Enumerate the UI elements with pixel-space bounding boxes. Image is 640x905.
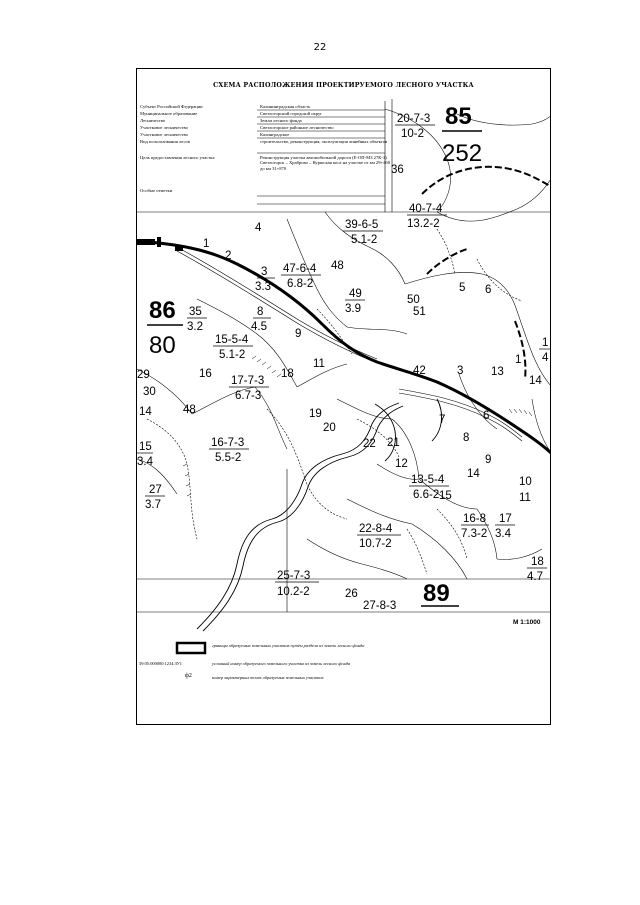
info-label: Субъект Российской Федерации <box>140 104 203 109</box>
compartment-number: 30 <box>143 386 156 398</box>
plot-labels <box>137 266 551 583</box>
svg-text:15: 15 <box>139 441 152 453</box>
compartment-number: 2 <box>225 250 232 262</box>
compartment-number: 48 <box>331 260 344 272</box>
svg-text:3.4: 3.4 <box>495 528 511 540</box>
stand-fraction <box>363 600 396 612</box>
info-label: Участковое лесничество <box>140 125 188 130</box>
block-number: 86 <box>149 297 176 324</box>
svg-text:13.2-2: 13.2-2 <box>407 218 440 230</box>
compartment-number: 26 <box>345 588 358 600</box>
stand-fraction <box>281 263 321 290</box>
block-labels <box>147 103 482 607</box>
svg-text:6.6-2: 6.6-2 <box>413 489 440 501</box>
info-value: Земли лесного фонда <box>260 118 302 123</box>
plot-boundary <box>422 167 551 379</box>
legend-symbol-plot-number: 39:05:000000:1234:ЗУ1 <box>139 661 183 666</box>
compartment-number: 42 <box>413 365 426 377</box>
info-value: Светлогорский городской округ <box>260 111 323 116</box>
svg-text:40-7-4: 40-7-4 <box>409 203 443 215</box>
compartment-number: 1 <box>515 354 522 366</box>
page-number: 22 <box>313 42 327 53</box>
plot-fraction <box>145 484 165 511</box>
svg-text:5.1-2: 5.1-2 <box>351 234 378 246</box>
legend-item-plot-number: условный номер образуемого земельного участка из земель лесного фонда <box>212 661 351 666</box>
svg-text:15-5-4: 15-5-4 <box>215 334 249 346</box>
svg-text:10-2: 10-2 <box>401 128 425 140</box>
info-value: Светлогорское районное лесничество <box>260 125 334 130</box>
info-value: Калинградское <box>260 132 290 137</box>
stand-labels <box>209 113 492 612</box>
forest-plot-scheme-sheet <box>136 68 551 725</box>
svg-text:10.2-2: 10.2-2 <box>277 586 310 598</box>
info-label: Муниципальное образование <box>140 111 198 116</box>
svg-text:6.7-3: 6.7-3 <box>235 390 262 402</box>
info-label: Особые отметки <box>140 188 173 193</box>
stand-fraction <box>213 334 253 361</box>
svg-text:6.8-2: 6.8-2 <box>287 278 314 290</box>
block-number: 85 <box>445 103 472 130</box>
stand-fraction <box>461 513 489 540</box>
stand-fraction <box>275 570 319 598</box>
compartment-number: 14 <box>529 375 542 387</box>
svg-text:13-5-4: 13-5-4 <box>411 474 445 486</box>
info-label: Лесничество <box>140 118 166 123</box>
compartment-number: 15 <box>439 490 452 502</box>
stand-fraction <box>407 203 447 230</box>
svg-text:5.5-2: 5.5-2 <box>215 452 242 464</box>
block-area: 80 <box>149 332 176 359</box>
compartment-number: 1 <box>203 238 210 250</box>
map-scale: M 1:1000 <box>513 619 541 626</box>
svg-text:7.3-2: 7.3-2 <box>461 528 488 540</box>
info-label: Участковое лесничество <box>140 132 188 137</box>
compartment-number: 5 <box>459 282 466 294</box>
plot-fraction <box>251 306 271 333</box>
svg-text:22-8-4: 22-8-4 <box>359 523 393 535</box>
svg-text:49: 49 <box>349 288 362 300</box>
svg-text:18: 18 <box>531 556 544 568</box>
stand-fraction <box>343 219 383 246</box>
svg-text:3.3: 3.3 <box>255 281 271 293</box>
compartment-number: 16 <box>199 368 212 380</box>
stand-fraction <box>209 437 249 464</box>
plot-fraction <box>137 441 154 468</box>
compartment-number: 29 <box>137 369 150 381</box>
legend-item-boundary: границы образуемых земельных участков путём раздела из земель лесного фонда <box>212 643 365 648</box>
compartment-number: 19 <box>309 408 322 420</box>
compartment-number: 18 <box>281 368 294 380</box>
legend-symbol-point: ф2 <box>185 673 192 679</box>
stand-fraction <box>357 523 401 550</box>
compartment-number: 50 <box>407 294 420 306</box>
highway <box>137 241 551 454</box>
info-value: Калининградская область <box>260 104 311 109</box>
compartment-number: 12 <box>395 458 408 470</box>
svg-text:16-8: 16-8 <box>463 513 487 525</box>
compartment-number: 21 <box>387 437 400 449</box>
info-value: строительство, реконструкция, эксплуатация линейных объектов <box>260 139 388 144</box>
compartment-number: 6 <box>483 410 490 422</box>
info-table-lines <box>257 110 385 204</box>
svg-text:47-6-4: 47-6-4 <box>283 263 317 275</box>
legend-item-points: номер характерных точек образуемых земельных участков <box>212 675 324 680</box>
svg-text:10.7-2: 10.7-2 <box>359 538 392 550</box>
compartment-number: 13 <box>491 366 504 378</box>
compartment-number: 14 <box>139 406 152 418</box>
scheme-title: СХЕМА РАСПОЛОЖЕНИЯ ПРОЕКТИРУЕМОГО ЛЕСНОГО УЧАСТКА <box>213 82 474 89</box>
compartment-number: 20 <box>323 422 336 434</box>
svg-text:20-7-3: 20-7-3 <box>397 113 431 125</box>
compartment-number: 7 <box>439 414 446 426</box>
svg-text:4.7: 4.7 <box>527 571 543 583</box>
compartment-number: 48 <box>183 404 196 416</box>
compartment-number: 51 <box>413 306 426 318</box>
svg-text:4.5: 4.5 <box>251 321 267 333</box>
svg-text:17: 17 <box>499 513 512 525</box>
legend-boundary-symbol <box>177 643 205 653</box>
svg-text:16-7-3: 16-7-3 <box>211 437 245 449</box>
plot-fraction <box>345 288 365 315</box>
compartment-number: 4 <box>255 222 262 234</box>
svg-text:3: 3 <box>261 266 268 278</box>
block-area: 252 <box>442 140 483 167</box>
svg-text:25-7-3: 25-7-3 <box>277 570 311 582</box>
block-boundaries <box>137 99 551 612</box>
plot-fraction <box>187 306 207 333</box>
stand-fraction <box>395 113 435 140</box>
svg-text:3.4: 3.4 <box>137 456 153 468</box>
compartment-number: 8 <box>463 432 470 444</box>
compartment-number: 9 <box>295 328 302 340</box>
svg-text:4: 4 <box>542 352 549 364</box>
svg-text:27-8-3: 27-8-3 <box>363 600 397 612</box>
svg-text:17-7-3: 17-7-3 <box>231 375 265 387</box>
info-value: Реконструкция участка автомобильной дороги (Е-ОП-МЗ 27К-1) Светлогорск – Храброво – Куршская коса на участке от км 29+460 до км 31+870 <box>260 155 391 171</box>
compartment-number: 3 <box>457 365 464 377</box>
compartment-number: 10 <box>519 476 532 488</box>
compartment-number: 11 <box>313 358 325 370</box>
svg-text:3.9: 3.9 <box>345 303 361 315</box>
forest-map <box>137 69 551 725</box>
svg-text:39-6-5: 39-6-5 <box>345 219 379 231</box>
svg-text:5.1-2: 5.1-2 <box>219 349 246 361</box>
compartment-number: 9 <box>485 454 492 466</box>
svg-text:35: 35 <box>189 306 202 318</box>
compartment-number: 11 <box>519 492 531 504</box>
compartment-number: 36 <box>391 164 404 176</box>
plot-fraction <box>495 513 515 540</box>
info-label: Цель предоставления лесного участка <box>140 155 215 160</box>
info-label: Вид использования лесов <box>140 139 190 144</box>
compartment-number: 14 <box>467 468 480 480</box>
svg-text:3.2: 3.2 <box>187 321 203 333</box>
svg-text:8: 8 <box>257 306 264 318</box>
svg-text:1: 1 <box>542 337 549 349</box>
block-number: 89 <box>423 580 450 607</box>
svg-text:3.7: 3.7 <box>145 499 161 511</box>
compartment-number: 6 <box>485 284 492 296</box>
svg-text:27: 27 <box>149 484 162 496</box>
compartment-number: 22 <box>363 438 376 450</box>
plot-fraction <box>539 337 551 364</box>
